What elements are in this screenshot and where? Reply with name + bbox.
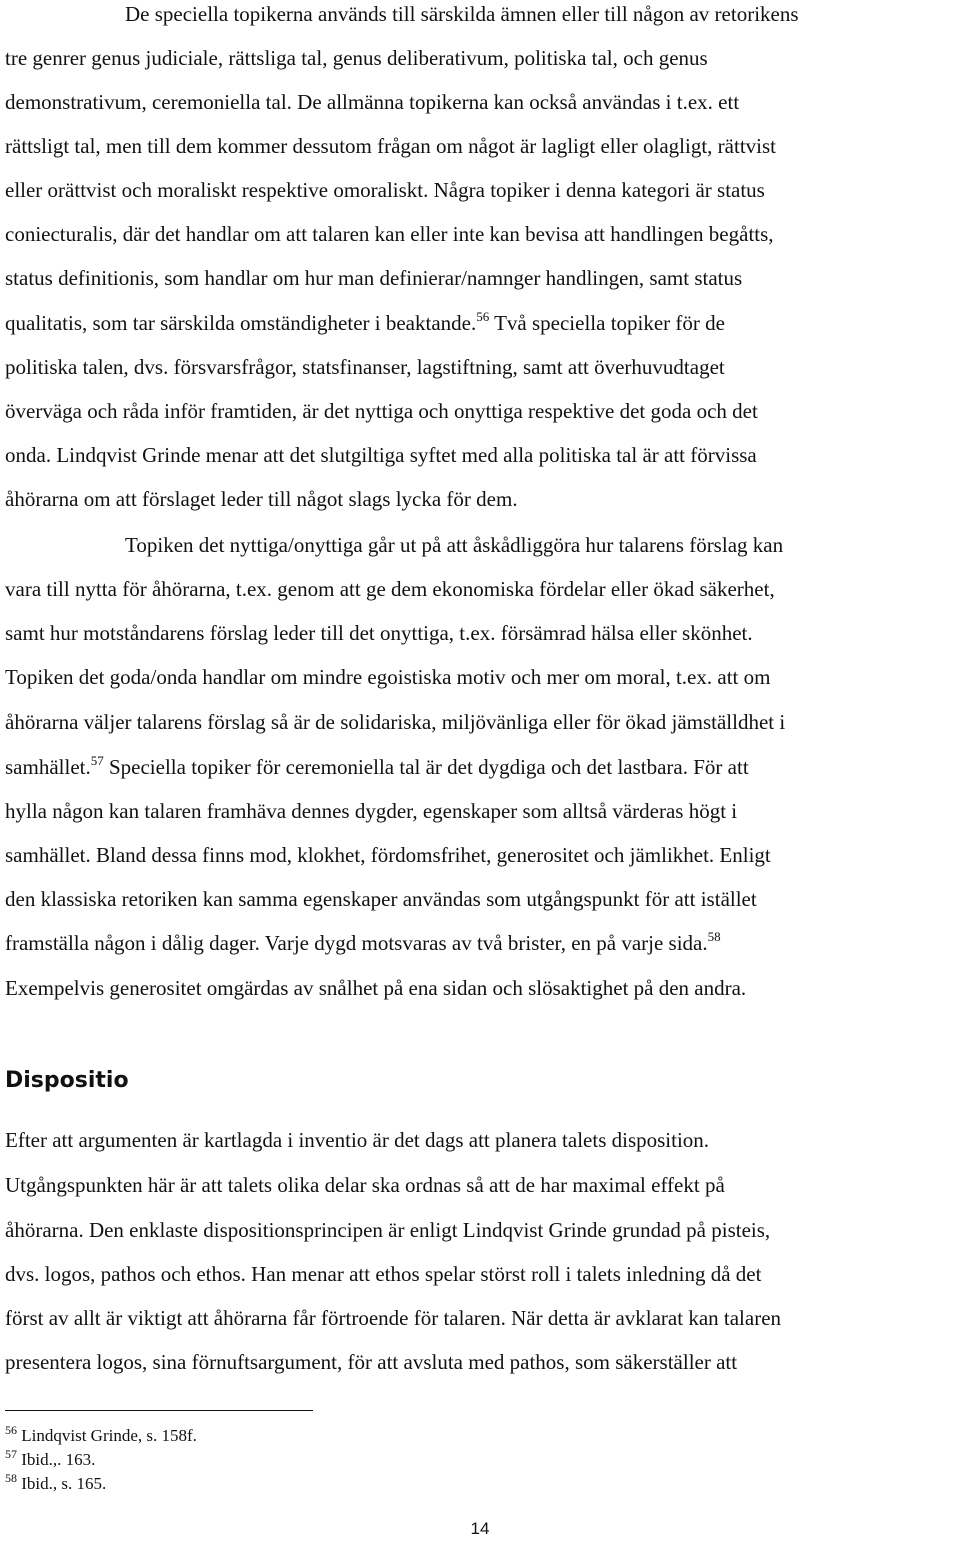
text-line: hylla någon kan talaren framhäva dennes dygder, egenskaper som alltså värderas högt i (5, 799, 738, 823)
footnote-57 (5, 1447, 96, 1470)
page-number: 14 (470, 1519, 490, 1538)
footnote-reference-56[interactable]: 56 (476, 309, 490, 324)
text-line: demonstrativum, ceremoniella tal. De allmänna topikerna kan också användas i t.ex. ett (5, 90, 740, 114)
text-line: först av allt är viktigt att åhörarna får förtroende för talaren. När detta är avklarat kan talaren (5, 1306, 782, 1330)
footnote-reference-57[interactable]: 57 (90, 753, 104, 768)
text-line: åhörarna väljer talarens förslag så är de solidariska, miljövänliga eller för ökad jämställdhet i (5, 710, 786, 734)
text-line (5, 311, 725, 335)
footnote-text: Lindqvist Grinde, s. 158f. (17, 1426, 197, 1445)
text-line: rättsligt tal, men till dem kommer dessutom frågan om något är lagligt eller olagligt, rättvist (5, 134, 776, 158)
footnote-text: Ibid.,. 163. (17, 1450, 96, 1469)
footnote-56 (5, 1423, 197, 1446)
text-line: politiska talen, dvs. försvarsfrågor, statsfinanser, lagstiftning, samt att överhuvudtaget (5, 355, 725, 379)
text-line: onda. Lindqvist Grinde menar att det slutgiltiga syftet med alla politiska tal är att förvissa (5, 443, 757, 467)
text-line: De speciella topikerna används till särskilda ämnen eller till någon av retorikens (125, 2, 799, 26)
text-line: överväga och råda inför framtiden, är det nyttiga och onyttiga respektive det goda och det (5, 399, 758, 423)
footnote-number: 57 (5, 1447, 17, 1461)
text-line: presentera logos, sina förnuftsargument, för att avsluta med pathos, som säkerställer att (5, 1350, 738, 1374)
text-line: dvs. logos, pathos och ethos. Han menar att ethos spelar störst roll i talets inledning då det (5, 1262, 762, 1286)
text-line: Topiken det nyttiga/onyttiga går ut på att åskådliggöra hur talarens förslag kan (125, 533, 784, 557)
text-segment: framställa någon i dålig dager. Varje dygd motsvaras av två brister, en på varje sida. (5, 931, 708, 955)
text-line: Utgångspunkten här är att talets olika delar ska ordnas så att de har maximal effekt på (5, 1173, 725, 1197)
footnote-text: Ibid., s. 165. (17, 1474, 107, 1493)
footnote-reference-58[interactable]: 58 (707, 929, 721, 944)
text-segment: Speciella topiker för ceremoniella tal är det dygdiga och det lastbara. För att (103, 755, 749, 779)
footnote-number: 58 (5, 1471, 17, 1485)
text-line: samhället. Bland dessa finns mod, klokhet, fördomsfrihet, generositet och jämlikhet. Enligt (5, 843, 771, 867)
text-line: Topiken det goda/onda handlar om mindre egoistiska motiv och mer om moral, t.ex. att om (5, 665, 771, 689)
text-line: Exempelvis generositet omgärdas av snålhet på ena sidan och slösaktighet på den andra. (5, 976, 747, 1000)
text-line: den klassiska retoriken kan samma egenskaper användas som utgångspunkt för att istället (5, 887, 757, 911)
text-line: Efter att argumenten är kartlagda i inventio är det dags att planera talets disposition. (5, 1128, 710, 1152)
text-line: samt hur motståndarens förslag leder till det onyttiga, t.ex. försämrad hälsa eller skönhet. (5, 621, 753, 645)
section-heading: Dispositio (5, 1068, 129, 1093)
text-line: tre genrer genus judiciale, rättsliga tal, genus deliberativum, politiska tal, och genus (5, 46, 708, 70)
text-line (5, 931, 721, 955)
text-line (5, 755, 749, 779)
text-line: eller orättvist och moraliskt respektive omoraliskt. Några topiker i denna kategori är status (5, 178, 765, 202)
text-line: coniecturalis, där det handlar om att talaren kan eller inte kan bevisa att handlingen begåtts, (5, 222, 774, 246)
text-line: åhörarna. Den enklaste dispositionsprincipen är enligt Lindqvist Grinde grundad på pisteis, (5, 1218, 771, 1242)
footnote-number: 56 (5, 1423, 17, 1437)
text-line: status definitionis, som handlar om hur man definierar/namnger handlingen, samt status (5, 266, 743, 290)
text-segment: samhället. (5, 755, 91, 779)
footnote-58 (5, 1471, 107, 1494)
text-line: vara till nytta för åhörarna, t.ex. genom att ge dem ekonomiska fördelar eller ökad säkerhet, (5, 577, 775, 601)
text-line: åhörarna om att förslaget leder till något slags lycka för dem. (5, 487, 518, 511)
footnote-separator (5, 1410, 313, 1411)
text-segment: Två speciella topiker för de (489, 311, 725, 335)
text-segment: qualitatis, som tar särskilda omständigheter i beaktande. (5, 311, 477, 335)
